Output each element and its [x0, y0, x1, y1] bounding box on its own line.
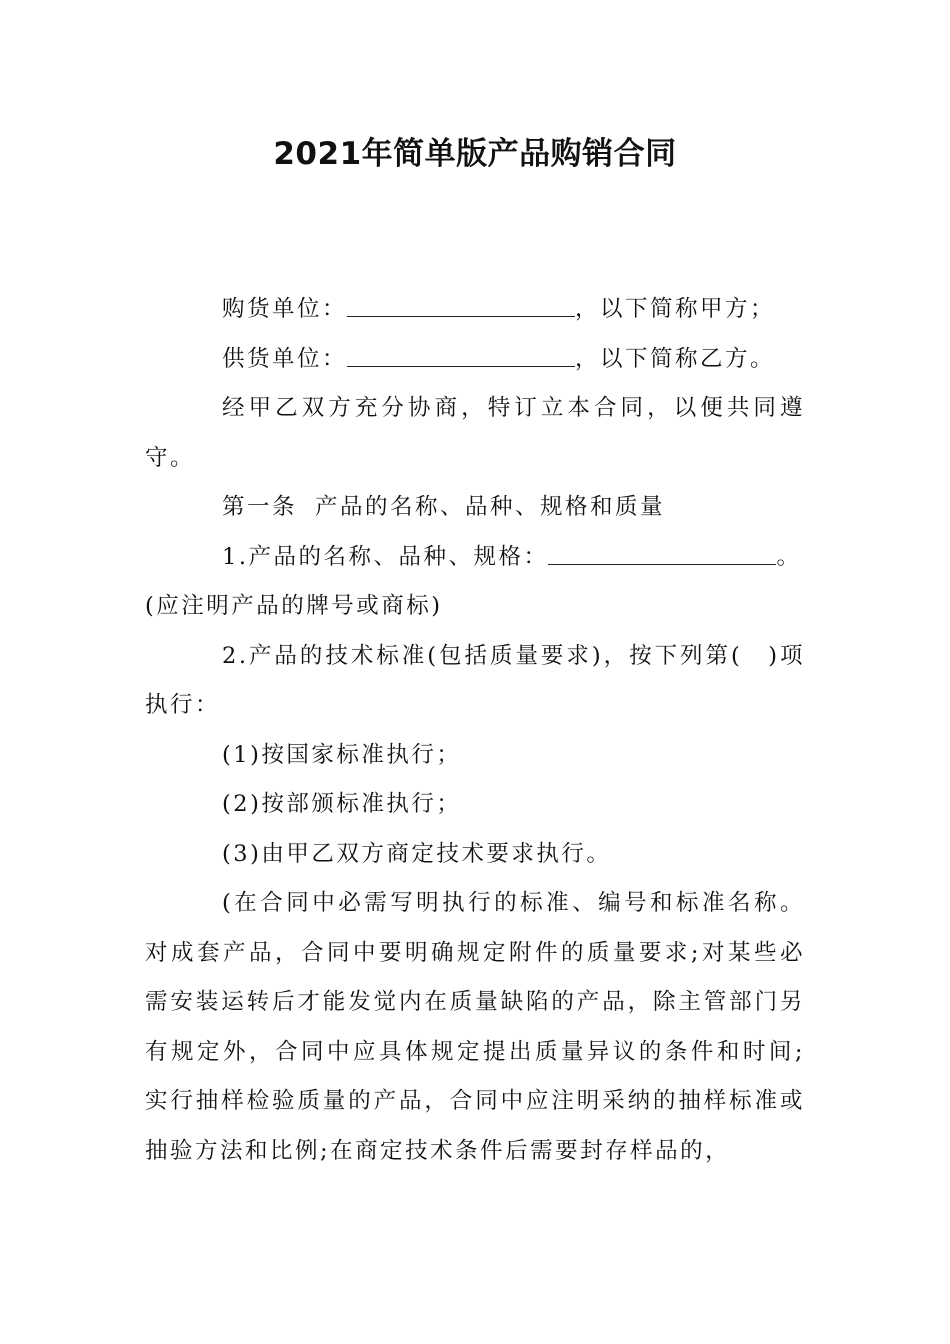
seller-label: 供货单位：: [222, 345, 348, 372]
item-1-end: 。: [776, 543, 802, 570]
item-1-text: 1.产品的名称、品种、规格：: [222, 543, 549, 570]
intro-paragraph: 经甲乙双方充分协商，特订立本合同，以便共同遵守。: [145, 395, 805, 471]
buyer-label: 购货单位：: [222, 296, 348, 322]
document-body: [145, 285, 805, 1176]
article-heading-text: 产品的名称、品种、规格和质量: [315, 494, 666, 520]
quality-note-paragraph: (在合同中必需写明执行的标准、编号和标准名称。对成套产品，合同中要明确规定附件的质量要求;对某些必需安装运转后才能发觉内在质量缺陷的产品，除主管部门另有规定外，合同中应具体规定提出质量异议的条件和时间;实行抽样检验质量的产品，合同中应注明采纳的抽样标准或抽验方法和比例;在商定技术条件后需要封存样品的，: [145, 890, 805, 1164]
document-title: 2021年简单版产品购销合同: [273, 136, 677, 172]
buyer-suffix: ，以下简称甲方；: [575, 296, 776, 322]
buyer-blank-field: [347, 294, 575, 317]
option-2: (2)按部颁标准执行；: [222, 791, 462, 817]
seller-blank-field: [347, 344, 575, 367]
option-3: (3)由甲乙双方商定技术要求执行。: [222, 840, 612, 867]
seller-suffix: ，以下简称乙方。: [575, 345, 776, 372]
spec-blank-field: [548, 542, 776, 565]
item-2-paragraph: 2.产品的技术标准(包括质量要求)，按下列第( )项执行：: [145, 642, 805, 718]
seller-line: [145, 335, 805, 385]
buyer-line: [145, 285, 805, 335]
item-1-line: [145, 533, 805, 583]
option-1: (1)按国家标准执行；: [222, 741, 462, 768]
article-number: 第一条: [222, 494, 298, 520]
article-1-heading: [145, 483, 805, 533]
item-1-note: (应注明产品的牌号或商标): [145, 593, 443, 619]
